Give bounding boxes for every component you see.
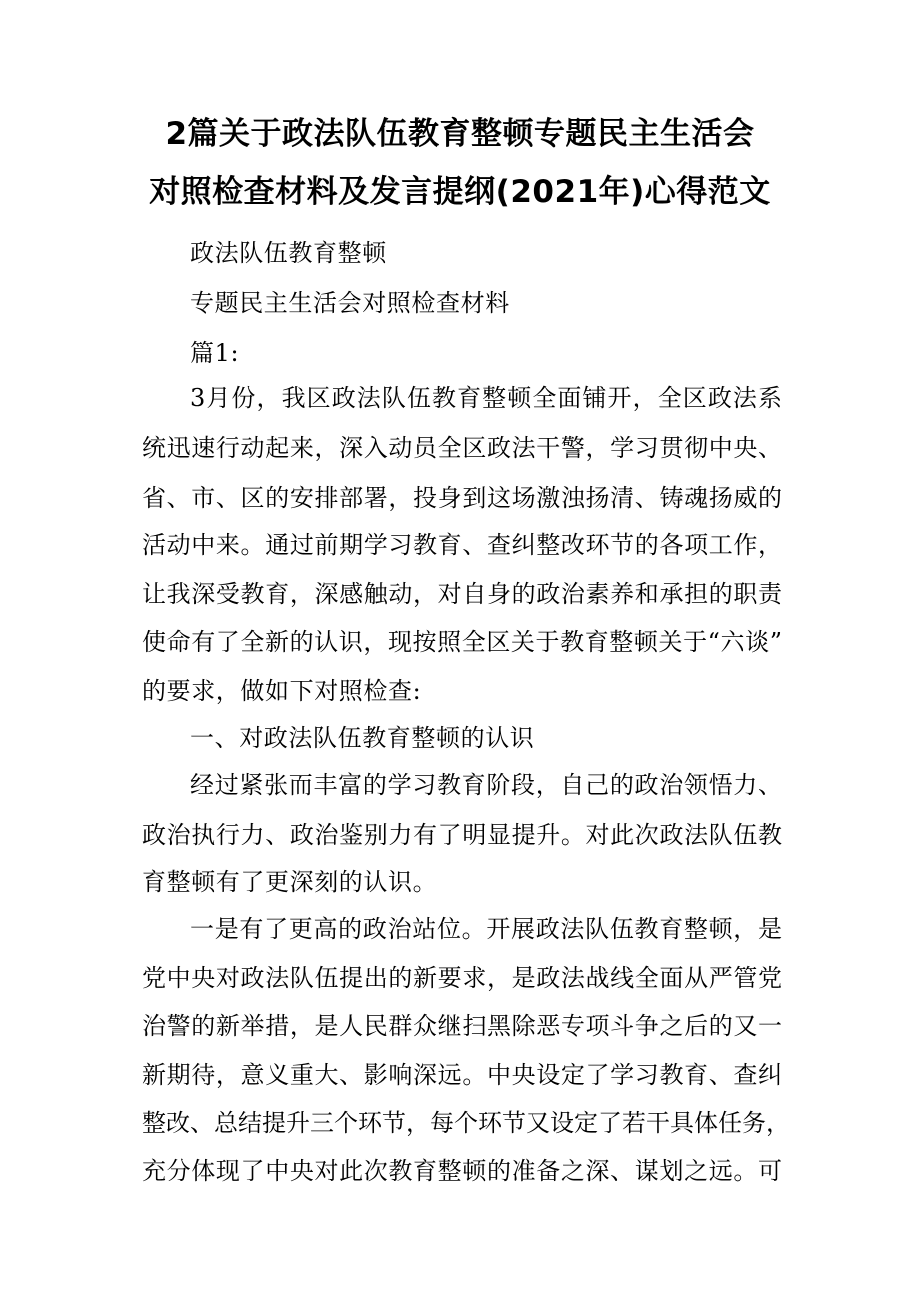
subtitle-line-1: 政法队伍教育整顿: [190, 239, 387, 267]
section-label: 篇1:: [190, 339, 240, 367]
paragraph-line: 让我深受教育，深感触动，对自身的政治素养和承担的职责: [142, 580, 782, 608]
paragraph-line: 育整顿有了更深刻的认识。: [142, 868, 438, 896]
document-title-line-2: 对照检查材料及发言提纲(2021年)心得范文: [149, 174, 771, 210]
paragraph-line: 省、市、区的安排部署，投身到这场激浊扬清、铸魂扬威的: [142, 484, 782, 512]
paragraph-line: 使命有了全新的认识，现按照全区关于教育整顿关于“六谈”: [142, 628, 782, 656]
paragraph-line: 新期待，意义重大、影响深远。中央设定了学习教育、查纠: [142, 1061, 782, 1089]
paragraph-line: 经过紧张而丰富的学习教育阶段，自己的政治领悟力、: [190, 771, 782, 799]
paragraph-line: 治警的新举措，是人民群众继扫黑除恶专项斗争之后的又一: [142, 1012, 782, 1040]
section-heading: 一、对政法队伍教育整顿的认识: [190, 724, 535, 752]
paragraph-line: 3月份，我区政法队伍教育整顿全面铺开，全区政法系: [190, 384, 782, 412]
subtitle-line-2: 专题民主生活会对照检查材料: [190, 289, 510, 317]
paragraph-line: 一是有了更高的政治站位。开展政法队伍教育整顿，是: [190, 915, 782, 943]
paragraph-line: 活动中来。通过前期学习教育、查纠整改环节的各项工作，: [142, 531, 782, 559]
paragraph-line: 政治执行力、政治鉴别力有了明显提升。对此次政法队伍教: [142, 821, 782, 849]
paragraph-line: 统迅速行动起来，深入动员全区政法干警，学习贯彻中央、: [142, 434, 782, 462]
paragraph-line: 充分体现了中央对此次教育整顿的准备之深、谋划之远。可: [142, 1157, 782, 1185]
document-title-line-1: 2篇关于政法队伍教育整顿专题民主生活会: [165, 116, 755, 152]
paragraph-line: 整改、总结提升三个环节，每个环节又设定了若干具体任务，: [142, 1109, 790, 1137]
paragraph-line: 的要求，做如下对照检查:: [142, 677, 422, 705]
paragraph-line: 党中央对政法队伍提出的新要求，是政法战线全面从严管党: [142, 964, 782, 992]
